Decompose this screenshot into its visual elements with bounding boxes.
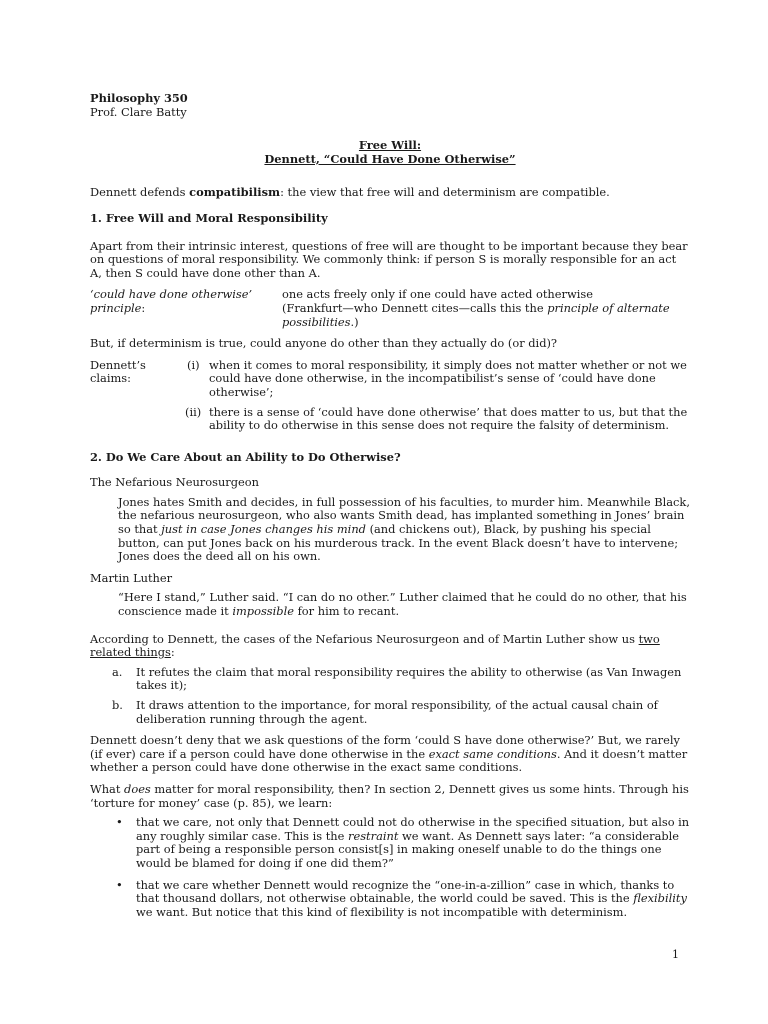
intro-pre: Dennett defends [90,185,190,200]
title-line-1: Free Will: [358,138,422,153]
bullet-flexibility: • that we care whether Dennett would recognize the “one-in-a-zillion” case in which, thanks to that thousand dollars, not otherwise obtainable, the world could be saved. This is the flexibility we want. But notice that this kind of flexibility is not incompatible with determinism. [116,877,687,919]
determinism-question: But, if determinism is true, could anyone do other than they actually do (or did)? [90,336,558,351]
bullet-symbol: • [116,877,123,892]
case-2-text: “Here I stand,” Luther said. “I can do no other.” Luther claimed that he could do no other, that his conscience made it impossible for him to recant. [118,590,687,619]
claim-2: (ii) there is a sense of ‘could have done otherwise’ that does matter to us, but that the ability to do otherwise in this sense does not require the falsity of determinism. [185,404,688,433]
document-title [90,139,690,166]
principle-definition [90,288,690,329]
deny-paragraph: Dennett doesn’t deny that we ask questions of the form ‘could S have done otherwise?’ But, we rarely (if ever) care if a person could have done otherwise in the exact same conditions. And it doesn’t matter whether a person could have done otherwise in the exact same conditions. [90,733,688,775]
course-header [90,92,690,119]
course-name: Philosophy 350 [90,91,188,105]
section-1-heading: 1. Free Will and Moral Responsibility [90,210,328,225]
section-1-paragraph: Apart from their intrinsic interest, questions of free will are thought to be important because they bear on questions of moral responsibility. We commonly think: if person S is morally responsible for an act A, then S could have done other than A. [90,238,688,280]
case-1-text: Jones hates Smith and decides, in full possession of his faculties, to murder him. Meanwhile Black, the nefarious neurosurgeon, who also wants Smith dead, has implanted something in Jones’ brain so that just in case Jones changes his mind (and chickens out), Black, by pushing his special button, can put Jones back on his murderous track. In the event Black doesn’t have to intervene; Jones does the deed all on his own. [118,494,690,564]
intro-post: : the view that free will and determinism are compatible. [280,185,610,200]
bullet-restraint: • that we care, not only that Dennett could not do otherwise in the specified situation, but also in any roughly similar case. This is the restraint we want. As Dennett says later: “a considerable part of being a responsible person consist[s] in making oneself unable to do the things one would be blamed for doing if one did them?” [116,815,690,870]
case-1-title: The Nefarious Neurosurgeon [90,475,259,490]
section-2-heading: 2. Do We Care About an Ability to Do Otherwise? [90,449,401,464]
case-2-title: Martin Luther [90,570,173,585]
principle-text: one acts freely only if one could have acted otherwise (Frankfurt—who Dennett cites—calls this the principle of alternate possibilities.) [282,287,670,329]
according-paragraph: According to Dennett, the cases of the Nefarious Neurosurgeon and of Martin Luther show us two related things: [90,631,660,660]
professor-name: Prof. Clare Batty [90,104,187,119]
dennett-claims [90,359,690,400]
compatibilism-term: compatibilism [189,185,281,200]
list-item-b: b. It draws attention to the importance, for moral responsibility, of the actual causal chain of deliberation running through the agent. [112,698,658,726]
intro-paragraph [90,186,690,200]
bullet-symbol: • [116,815,123,830]
principle-label: ‘could have done otherwise’ principle: [90,287,253,315]
title-line-2: Dennett, “Could Have Done Otherwise” [264,151,516,166]
document-page [90,92,690,919]
what-matters-paragraph: What does matter for moral responsibility, then? In section 2, Dennett gives us some hints. Through his ‘torture for money’ case (p. 85), we learn: [90,781,689,810]
list-item-a: a. It refutes the claim that moral responsibility requires the ability to otherwise (as Van Inwagen takes it); [112,664,682,693]
claim-1: (i) when it comes to moral responsibility, it simply does not matter whether or not we could have done otherwise, in the incompatibilist’s sense of ‘could have done otherwise’; [187,357,687,399]
page-number: 1 [672,948,679,961]
claims-label: Dennett’s claims: [90,357,146,386]
